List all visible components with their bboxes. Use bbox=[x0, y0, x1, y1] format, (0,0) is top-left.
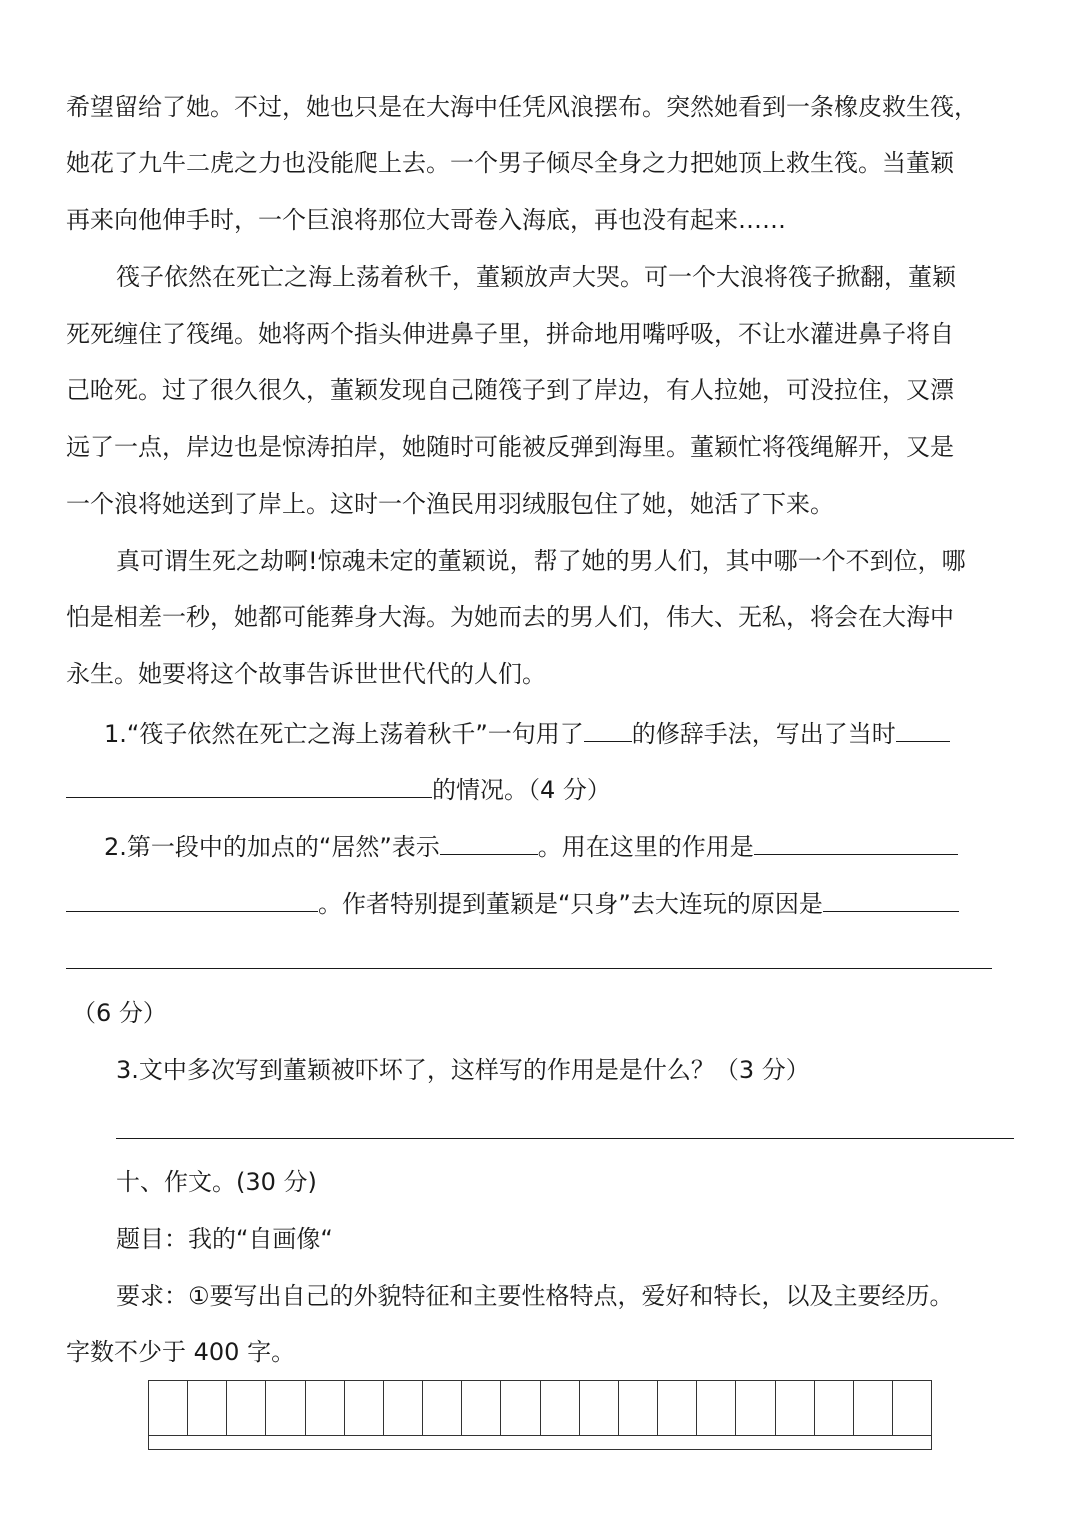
passage-line-4: 筏子依然在死亡之海上荡着秋千，董颖放声大哭。可一个大浪将筏子掀翻，董颖 bbox=[116, 263, 956, 291]
grid-cell[interactable] bbox=[188, 1381, 227, 1435]
passage-line-7: 远了一点，岸边也是惊涛拍岸，她随时可能被反弹到海里。董颖忙将筏绳解开，又是 bbox=[66, 433, 954, 461]
composition-heading: 十、作文。(30 分) bbox=[116, 1168, 317, 1196]
answer-blank-function[interactable] bbox=[66, 885, 318, 912]
question-1-line-1 bbox=[104, 715, 950, 750]
grid-cell[interactable] bbox=[815, 1381, 854, 1435]
passage-line-8: 一个浪将她送到了岸上。这时一个渔民用羽绒服包住了她，她活了下来。 bbox=[66, 490, 834, 518]
passage-line-1: 希望留给了她。不过，她也只是在大海中任凭风浪摆布。突然她看到一条橡皮救生筏， bbox=[66, 93, 978, 121]
answer-blank-reason-start[interactable] bbox=[823, 885, 959, 912]
grid-cell[interactable] bbox=[776, 1381, 815, 1435]
grid-cell[interactable] bbox=[619, 1381, 658, 1435]
question-2-line-1 bbox=[104, 828, 958, 863]
question-2-text-a: 2.第一段中的加点的“居然”表示 bbox=[104, 833, 440, 861]
passage-line-9: 真可谓生死之劫啊!惊魂未定的董颖说，帮了她的男人们，其中哪一个不到位，哪 bbox=[116, 547, 966, 575]
question-2-line-2 bbox=[66, 885, 959, 920]
passage-line-2: 她花了九牛二虎之力也没能爬上去。一个男子倾尽全身之力把她顶上救生筏。当董颖 bbox=[66, 149, 954, 177]
grid-cell[interactable] bbox=[541, 1381, 580, 1435]
question-1-text-b: 的修辞手法，写出了当时 bbox=[631, 720, 896, 748]
writing-grid-spacer bbox=[148, 1436, 932, 1450]
grid-cell[interactable] bbox=[306, 1381, 345, 1435]
grid-cell[interactable] bbox=[854, 1381, 893, 1435]
grid-cell[interactable] bbox=[462, 1381, 501, 1435]
grid-cell[interactable] bbox=[423, 1381, 462, 1435]
question-3: 3.文中多次写到董颖被吓坏了，这样写的作用是是什么？（3 分） bbox=[116, 1056, 810, 1084]
question-1-text-c: 的情况。（4 分） bbox=[432, 776, 611, 804]
question-2-text-b: 。用在这里的作用是 bbox=[537, 833, 754, 861]
answer-blank-rhetoric[interactable] bbox=[584, 715, 632, 742]
grid-cell[interactable] bbox=[345, 1381, 384, 1435]
answer-blank-situation[interactable] bbox=[66, 771, 432, 798]
question-2-text-c: 。作者特别提到董颖是“只身”去大连玩的原因是 bbox=[318, 890, 823, 918]
grid-cell[interactable] bbox=[149, 1381, 188, 1435]
grid-cell[interactable] bbox=[697, 1381, 736, 1435]
writing-grid[interactable] bbox=[148, 1380, 932, 1436]
grid-cell[interactable] bbox=[658, 1381, 697, 1435]
question-1-line-2 bbox=[66, 771, 611, 806]
grid-cell[interactable] bbox=[893, 1381, 931, 1435]
answer-line-question-3[interactable] bbox=[116, 1138, 1014, 1139]
grid-cell[interactable] bbox=[384, 1381, 423, 1435]
answer-blank-situation-start[interactable] bbox=[896, 715, 950, 742]
question-1-text-a: 1.“筏子依然在死亡之海上荡着秋千”一句用了 bbox=[104, 720, 584, 748]
grid-cell[interactable] bbox=[580, 1381, 619, 1435]
grid-cell[interactable] bbox=[266, 1381, 305, 1435]
composition-title: 题目：我的“自画像“ bbox=[116, 1225, 333, 1253]
passage-line-10: 怕是相差一秒，她都可能葬身大海。为她而去的男人们，伟大、无私，将会在大海中 bbox=[66, 603, 954, 631]
grid-cell[interactable] bbox=[501, 1381, 540, 1435]
passage-line-3: 再来向他伸手时，一个巨浪将那位大哥卷入海底，再也没有起来…… bbox=[66, 206, 786, 234]
passage-line-5: 死死缠住了筏绳。她将两个指头伸进鼻子里，拼命地用嘴呼吸，不让水灌进鼻子将自 bbox=[66, 320, 954, 348]
question-2-score: （6 分） bbox=[72, 999, 167, 1027]
answer-blank-function-start[interactable] bbox=[754, 828, 958, 855]
composition-requirement-1: 要求：①要写出自己的外貌特征和主要性格特点，爱好和特长，以及主要经历。 bbox=[116, 1282, 954, 1310]
composition-requirement-2: 字数不少于 400 字。 bbox=[66, 1338, 296, 1366]
answer-line-reason[interactable] bbox=[66, 968, 992, 969]
answer-blank-meaning[interactable] bbox=[440, 828, 538, 855]
passage-line-11: 永生。她要将这个故事告诉世世代代的人们。 bbox=[66, 660, 546, 688]
passage-line-6: 己呛死。过了很久很久，董颖发现自己随筏子到了岸边，有人拉她，可没拉住，又漂 bbox=[66, 376, 954, 404]
writing-grid-cells bbox=[149, 1381, 931, 1435]
grid-cell[interactable] bbox=[227, 1381, 266, 1435]
grid-cell[interactable] bbox=[736, 1381, 775, 1435]
